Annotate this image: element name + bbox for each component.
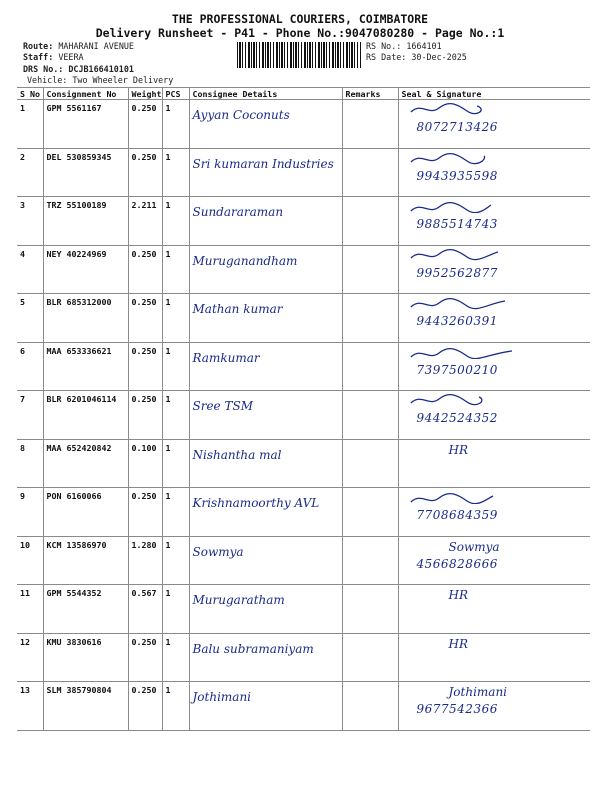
signature-scribble-icon bbox=[407, 393, 527, 407]
row-sno: 6 bbox=[17, 342, 43, 391]
row-consignee: Sri kumaran Industries bbox=[189, 148, 342, 197]
row-weight: 0.567 bbox=[128, 585, 162, 634]
row-remarks bbox=[342, 148, 398, 197]
row-remarks bbox=[342, 682, 398, 731]
row-consignee: Balu subramaniyam bbox=[189, 633, 342, 682]
signature-phone: 7708684359 bbox=[416, 508, 498, 522]
signature-phone: 9677542366 bbox=[416, 702, 498, 716]
row-signature bbox=[398, 585, 590, 634]
signature-phone: 9442524352 bbox=[416, 411, 498, 425]
table-body bbox=[17, 100, 590, 731]
row-consignment-no: MAA 653336621 bbox=[43, 342, 128, 391]
col-header-consignee: Consignee Details bbox=[189, 88, 342, 100]
row-consignment-no: KCM 13586970 bbox=[43, 536, 128, 585]
row-weight: 0.250 bbox=[128, 391, 162, 440]
vehicle-label: Vehicle: bbox=[27, 75, 68, 85]
row-sno: 1 bbox=[17, 100, 43, 149]
signature-name: Jothimani bbox=[448, 685, 508, 699]
signature-phone: 9952562877 bbox=[416, 265, 498, 280]
row-pcs: 1 bbox=[162, 100, 189, 149]
signature-scribble-icon bbox=[407, 345, 527, 359]
signature-phone: 8072713426 bbox=[416, 120, 498, 134]
row-weight: 0.100 bbox=[128, 439, 162, 488]
drs-label: DRS No.: bbox=[23, 64, 64, 74]
row-consignee: Muruganandham bbox=[189, 245, 342, 294]
row-signature bbox=[398, 488, 590, 537]
col-header-weight: Weight bbox=[128, 88, 162, 100]
row-consignment-no: BLR 6201046114 bbox=[43, 391, 128, 440]
row-signature bbox=[398, 342, 590, 391]
row-pcs: 1 bbox=[162, 536, 189, 585]
row-weight: 0.250 bbox=[128, 148, 162, 197]
row-weight: 0.250 bbox=[128, 294, 162, 343]
rs-date-value: 30-Dec-2025 bbox=[411, 52, 467, 62]
table-row bbox=[17, 245, 590, 294]
table-row bbox=[17, 536, 590, 585]
row-signature bbox=[398, 439, 590, 488]
runsheet-title: Delivery Runsheet - P41 - Phone No.:9047080280 - Page No.:1 bbox=[95, 26, 505, 40]
row-signature bbox=[398, 294, 590, 343]
row-remarks bbox=[342, 488, 398, 537]
route-line bbox=[23, 41, 134, 51]
row-pcs: 1 bbox=[162, 245, 189, 294]
row-consignee: Sowmya bbox=[189, 536, 342, 585]
signature-phone: 9885514743 bbox=[416, 217, 498, 231]
row-sno: 4 bbox=[17, 245, 43, 294]
row-signature bbox=[398, 682, 590, 731]
row-remarks bbox=[342, 245, 398, 294]
row-consignment-no: MAA 652420842 bbox=[43, 439, 128, 488]
row-weight: 0.250 bbox=[128, 100, 162, 149]
row-sno: 3 bbox=[17, 197, 43, 246]
row-signature bbox=[398, 197, 590, 246]
table-row bbox=[17, 100, 590, 149]
signature-phone: 9443260391 bbox=[416, 314, 498, 328]
row-consignee: Murugaratham bbox=[189, 585, 342, 634]
row-pcs: 1 bbox=[162, 391, 189, 440]
table-row bbox=[17, 488, 590, 537]
rs-date-line bbox=[366, 52, 467, 62]
table-row bbox=[17, 148, 590, 197]
route-label: Route: bbox=[23, 41, 54, 51]
table-header-row bbox=[17, 88, 590, 100]
row-consignee: Mathan kumar bbox=[189, 294, 342, 343]
signature-scribble-icon bbox=[407, 490, 527, 504]
row-weight: 2.211 bbox=[128, 197, 162, 246]
row-remarks bbox=[342, 294, 398, 343]
row-remarks bbox=[342, 633, 398, 682]
col-header-pcs: PCS bbox=[162, 88, 189, 100]
row-signature bbox=[398, 633, 590, 682]
rs-date-label: RS Date: bbox=[366, 52, 407, 62]
row-pcs: 1 bbox=[162, 342, 189, 391]
signature-name: HR bbox=[448, 636, 468, 651]
row-pcs: 1 bbox=[162, 197, 189, 246]
row-sno: 13 bbox=[17, 682, 43, 731]
row-remarks bbox=[342, 197, 398, 246]
staff-label: Staff: bbox=[23, 52, 54, 62]
table-row bbox=[17, 342, 590, 391]
signature-name: HR bbox=[448, 442, 468, 457]
rs-no-label: RS No.: bbox=[366, 41, 402, 51]
row-sno: 11 bbox=[17, 585, 43, 634]
drs-line bbox=[23, 64, 134, 74]
table-row bbox=[17, 197, 590, 246]
row-consignee: Jothimani bbox=[189, 682, 342, 731]
row-sno: 12 bbox=[17, 633, 43, 682]
table-row bbox=[17, 585, 590, 634]
runsheet-table bbox=[17, 87, 590, 731]
col-header-consignment: Consignment No bbox=[43, 88, 128, 100]
table-row bbox=[17, 391, 590, 440]
staff-line bbox=[23, 52, 84, 62]
row-consignment-no: PON 6160066 bbox=[43, 488, 128, 537]
row-remarks bbox=[342, 100, 398, 149]
signature-name: HR bbox=[448, 588, 468, 602]
row-consignment-no: SLM 385790804 bbox=[43, 682, 128, 731]
table-row bbox=[17, 294, 590, 343]
row-remarks bbox=[342, 439, 398, 488]
table-row bbox=[17, 439, 590, 488]
row-consignment-no: NEY 40224969 bbox=[43, 245, 128, 294]
row-consignee: Nishantha mal bbox=[189, 439, 342, 488]
row-consignment-no: BLR 685312000 bbox=[43, 294, 128, 343]
row-sno: 7 bbox=[17, 391, 43, 440]
row-pcs: 1 bbox=[162, 682, 189, 731]
vehicle-value: Two Wheeler Delivery bbox=[72, 75, 174, 85]
row-weight: 1.280 bbox=[128, 536, 162, 585]
row-remarks bbox=[342, 536, 398, 585]
row-consignment-no: TRZ 55100189 bbox=[43, 197, 128, 246]
row-weight: 0.250 bbox=[128, 342, 162, 391]
row-signature bbox=[398, 391, 590, 440]
row-consignment-no: GPM 5544352 bbox=[43, 585, 128, 634]
row-pcs: 1 bbox=[162, 148, 189, 197]
rs-no-value: 1664101 bbox=[406, 41, 442, 51]
row-sno: 5 bbox=[17, 294, 43, 343]
row-weight: 0.250 bbox=[128, 633, 162, 682]
row-sno: 10 bbox=[17, 536, 43, 585]
row-weight: 0.250 bbox=[128, 245, 162, 294]
rs-no-line bbox=[366, 41, 442, 51]
row-consignee: Krishnamoorthy AVL bbox=[189, 488, 342, 537]
row-sno: 2 bbox=[17, 148, 43, 197]
row-pcs: 1 bbox=[162, 633, 189, 682]
drs-value: DCJB166410101 bbox=[68, 64, 134, 74]
route-value: MAHARANI AVENUE bbox=[58, 41, 134, 51]
row-consignment-no: KMU 3830616 bbox=[43, 633, 128, 682]
signature-phone: 9943935598 bbox=[416, 168, 498, 183]
row-pcs: 1 bbox=[162, 294, 189, 343]
signature-scribble-icon bbox=[407, 296, 527, 310]
row-consignment-no: GPM 5561167 bbox=[43, 100, 128, 149]
barcode-image bbox=[237, 42, 361, 68]
row-consignee: Sundararaman bbox=[189, 197, 342, 246]
col-header-remarks: Remarks bbox=[342, 88, 398, 100]
row-pcs: 1 bbox=[162, 585, 189, 634]
row-signature bbox=[398, 148, 590, 197]
vehicle-line bbox=[27, 75, 173, 85]
row-remarks bbox=[342, 342, 398, 391]
table-row bbox=[17, 633, 590, 682]
row-sno: 8 bbox=[17, 439, 43, 488]
row-weight: 0.250 bbox=[128, 488, 162, 537]
staff-value: VEERA bbox=[58, 52, 84, 62]
signature-phone: 7397500210 bbox=[416, 362, 498, 377]
signature-scribble-icon bbox=[407, 151, 527, 165]
company-title: THE PROFESSIONAL COURIERS, COIMBATORE bbox=[171, 12, 429, 26]
row-pcs: 1 bbox=[162, 488, 189, 537]
row-weight: 0.250 bbox=[128, 682, 162, 731]
signature-scribble-icon bbox=[407, 199, 527, 213]
row-signature bbox=[398, 245, 590, 294]
signature-scribble-icon bbox=[407, 248, 527, 262]
row-remarks bbox=[342, 391, 398, 440]
row-sno: 9 bbox=[17, 488, 43, 537]
row-signature bbox=[398, 536, 590, 585]
signature-scribble-icon bbox=[407, 102, 527, 116]
row-consignee: Ramkumar bbox=[189, 342, 342, 391]
signature-name: Sowmya bbox=[448, 539, 500, 554]
col-header-sno: S No bbox=[17, 88, 43, 100]
table-row bbox=[17, 682, 590, 731]
row-consignee: Ayyan Coconuts bbox=[189, 100, 342, 149]
row-signature bbox=[398, 100, 590, 149]
row-consignee: Sree TSM bbox=[189, 391, 342, 440]
col-header-signature: Seal & Signature bbox=[398, 88, 590, 100]
row-consignment-no: DEL 530859345 bbox=[43, 148, 128, 197]
row-pcs: 1 bbox=[162, 439, 189, 488]
signature-phone: 4566828666 bbox=[416, 556, 498, 571]
row-remarks bbox=[342, 585, 398, 634]
